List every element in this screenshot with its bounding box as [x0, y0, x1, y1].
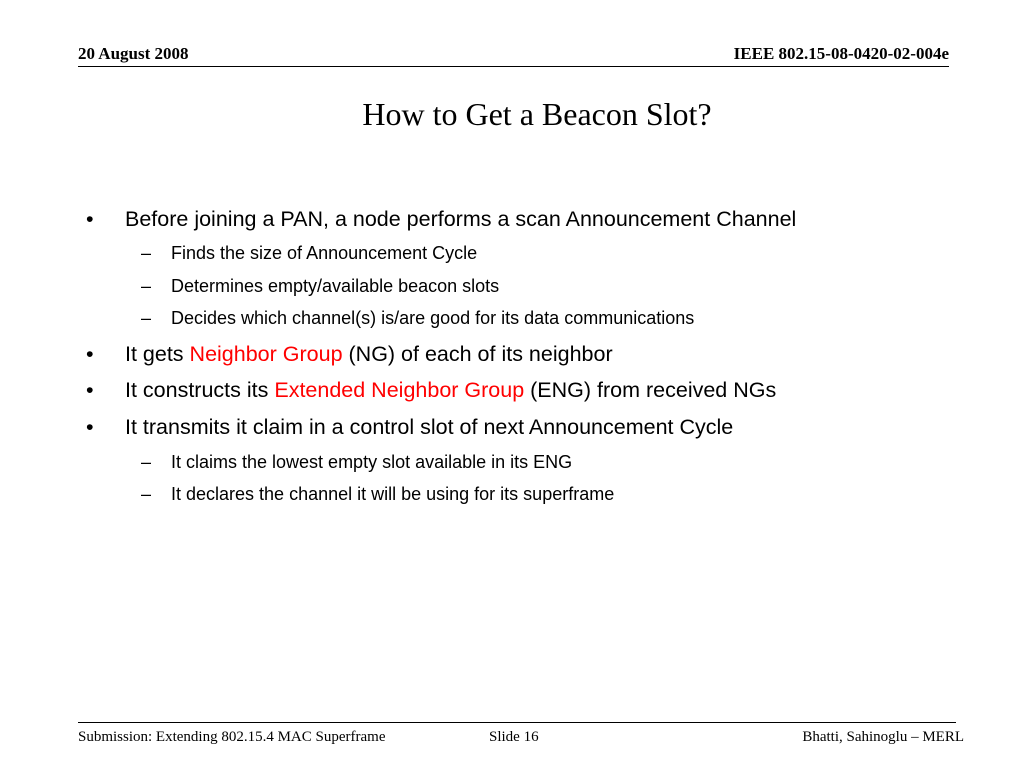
- bullet-marker: •: [86, 207, 94, 231]
- bullet-text-suffix: (ENG) from received NGs: [524, 378, 777, 402]
- bullet-marker: •: [86, 415, 94, 439]
- bullet-text-prefix: It gets: [125, 342, 190, 366]
- footer-slide-number: Slide 16: [489, 729, 539, 745]
- bullet-highlight: Neighbor Group: [189, 342, 343, 366]
- sub-bullet-text: It claims the lowest empty slot available in its ENG: [171, 452, 573, 472]
- bullet-text: [125, 377, 776, 403]
- footer-authors: Bhatti, Sahinoglu – MERL: [802, 729, 964, 745]
- sub-bullet-marker: –: [141, 276, 152, 296]
- bullet-text: [125, 341, 613, 367]
- slide-title: How to Get a Beacon Slot?: [362, 96, 712, 132]
- bullet-highlight: Extended Neighbor Group: [274, 378, 525, 402]
- sub-bullet-text: Determines empty/available beacon slots: [171, 276, 500, 296]
- sub-bullet-text: Finds the size of Announcement Cycle: [171, 243, 478, 263]
- bullet-text: Before joining a PAN, a node performs a scan Announcement Channel: [125, 207, 797, 231]
- header-doc-id: IEEE 802.15-08-0420-02-004e: [733, 44, 949, 63]
- header-date: 20 August 2008: [78, 44, 189, 63]
- footer-rule: [78, 722, 956, 723]
- sub-bullet-marker: –: [141, 308, 152, 328]
- sub-bullet-text: Decides which channel(s) is/are good for its data communications: [171, 308, 695, 328]
- footer-submission: Submission: Extending 802.15.4 MAC Superframe: [78, 729, 386, 745]
- bullet-text: It transmits it claim in a control slot of next Announcement Cycle: [125, 415, 734, 439]
- bullet-marker: •: [86, 378, 94, 402]
- bullet-marker: •: [86, 342, 94, 366]
- sub-bullet-text: It declares the channel it will be using for its superframe: [171, 484, 615, 504]
- sub-bullet-marker: –: [141, 484, 152, 504]
- bullet-text-suffix: (NG) of each of its neighbor: [342, 342, 613, 366]
- sub-bullet-marker: –: [141, 243, 152, 263]
- header-rule: [78, 66, 949, 67]
- sub-bullet-marker: –: [141, 452, 152, 472]
- bullet-text-prefix: It constructs its: [125, 378, 275, 402]
